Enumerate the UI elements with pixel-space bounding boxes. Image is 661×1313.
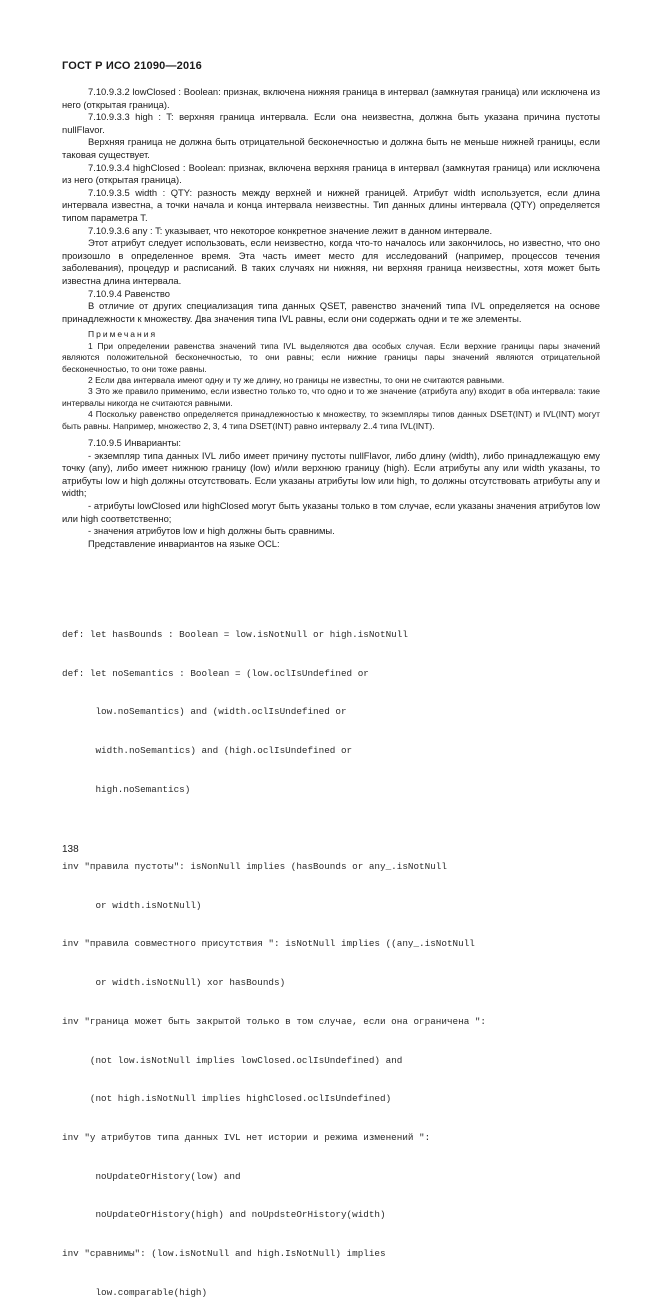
- note-item: 3 Это же правило применимо, если известно только то, что одно и то же значение (атрибута any) входит в оба интервала: такие интервалы никогда не считаются равными.: [62, 386, 600, 408]
- code-line: low.noSemantics) and (width.oclIsUndefined or: [62, 706, 347, 718]
- paragraph-high: 7.10.9.3.3 high : T: верхняя граница интервала. Если она неизвестна, должна быть указана причина пустоты nullFlavor.: [62, 111, 600, 135]
- paragraph-any-usage: Этот атрибут следует использовать, если неизвестно, когда что-то началось или закончилось, но известно, что оно произошло в определенное время. Эта часть имеет место для исследований (например, процессов течения заболевания), процедур и расписаний. В таких случаях ни нижняя, ни верхняя граница неизвестны, хотя может быть известна длина интервала.: [62, 237, 600, 286]
- paragraph-equality: В отличие от других специализация типа данных QSET, равенство значений типа IVL определяется на основе принадлежности к множеству. Два значения типа IVL равны, если они содержать одни и те же элементы.: [62, 300, 600, 324]
- page-number: 138: [62, 844, 79, 855]
- section-heading-invariants: 7.10.9.5 Инварианты:: [88, 436, 181, 448]
- note-item: 1 При определении равенства значений типа IVL выделяются два особых случая. Если верхние границы пары значений являются положительной бесконечностью, то они равны; если нижние границы пары значений являются отрицательной бесконечностью, то они тоже равны.: [62, 340, 600, 374]
- ocl-intro: Представление инвариантов на языке OCL:: [88, 537, 280, 549]
- paragraph-highclosed: 7.10.9.3.4 highClosed : Boolean: признак, включена верхняя граница в интервал (замкнутая граница) или исключена из него (открытая граница).: [62, 161, 600, 186]
- invariant-item: - атрибуты lowClosed или highClosed могут быть указаны только в том случае, если указаны значения атрибутов low или high соответственно;: [62, 499, 600, 524]
- invariant-item: - значения атрибутов low и high должны быть сравнимы.: [88, 525, 335, 537]
- document-header: ГОСТ Р ИСО 21090—2016: [62, 60, 202, 72]
- code-line: low.comparable(high): [62, 1286, 208, 1298]
- code-line: (not high.isNotNull implies highClosed.oclIsUndefined): [62, 1093, 392, 1105]
- note-item: 4 Поскольку равенство определяется принадлежностью к множеству, то экземпляры типов данных DSET(INT) и IVL(INT) могут быть равны. Например, множество 2, 3, 4 типа DSET(INT) равно интервалу 2..4 типа IVL(INT).: [62, 409, 600, 431]
- notes-title: Примечания: [88, 329, 158, 340]
- code-line: or width.isNotNull): [62, 899, 202, 911]
- code-line: inv "правила совместного присутствия ": isNotNull implies ((any_.isNotNull: [62, 938, 475, 950]
- section-heading-equality: 7.10.9.4 Равенство: [88, 287, 170, 299]
- document-body: [62, 86, 600, 550]
- code-line: def: let noSemantics : Boolean = (low.oclIsUndefined or: [62, 667, 369, 679]
- paragraph-high-constraint: Верхняя граница не должна быть отрицательной бесконечностью и должна быть не меньше нижней границы, если таковая существует.: [62, 136, 600, 160]
- code-line: inv "у атрибутов типа данных IVL нет истории и режима изменений ":: [62, 1131, 431, 1143]
- note-item: 2 Если два интервала имеют одну и ту же длину, но границы не известны, то они не считаются равными.: [88, 374, 505, 385]
- paragraph-any: 7.10.9.3.6 any : T: указывает, что некоторое конкретное значение лежит в данном интервале.: [88, 224, 493, 236]
- code-line: def: let hasBounds : Boolean = low.isNotNull or high.isNotNull: [62, 628, 408, 640]
- code-line: (not low.isNotNull implies lowClosed.oclIsUndefined) and: [62, 1054, 403, 1066]
- code-line: inv "сравнимы": (low.isNotNull and high.IsNotNull) implies: [62, 1248, 386, 1260]
- code-line: noUpdateOrHistory(high) and noUpdsteOrHistory(width): [62, 1209, 386, 1221]
- paragraph-width: 7.10.9.3.5 width : QTY: разность между верхней и нижней границей. Атрибут width используется, если длина интервала известна, а точки начала и конца интервала неизвестны. Тип данных длины интервала (QTY) определяется типом параметра T.: [62, 186, 600, 223]
- code-line: or width.isNotNull) xor hasBounds): [62, 977, 286, 989]
- paragraph-lowclosed: 7.10.9.3.2 lowClosed : Boolean: признак, включена нижняя граница в интервал (замкнутая граница) или исключена из него (открытая граница).: [62, 86, 600, 110]
- invariant-item: - экземпляр типа данных IVL либо имеет причину пустоты nullFlavor, либо длину (width), либо принадлежащую ему точку (any), либо имеет нижнюю границу (low) и/или верхнюю границу (high). Если атрибуты any или width указаны, то атрибуты low и high должны отсутствовать. Если указаны атрибуты low или high, то должны отсутствовать атрибуты any и width;: [62, 449, 600, 499]
- code-line: width.noSemantics) and (high.oclIsUndefined or: [62, 744, 353, 756]
- code-line: [62, 822, 622, 835]
- code-line: inv "правила пустоты": isNonNull implies (hasBounds or any_.isNotNull: [62, 861, 447, 873]
- code-line: noUpdateOrHistory(low) and: [62, 1170, 241, 1182]
- code-line: high.noSemantics): [62, 783, 191, 795]
- ocl-code-block: [62, 603, 622, 1313]
- code-line: inv "граница может быть закрытой только в том случае, если она ограничена ":: [62, 1015, 487, 1027]
